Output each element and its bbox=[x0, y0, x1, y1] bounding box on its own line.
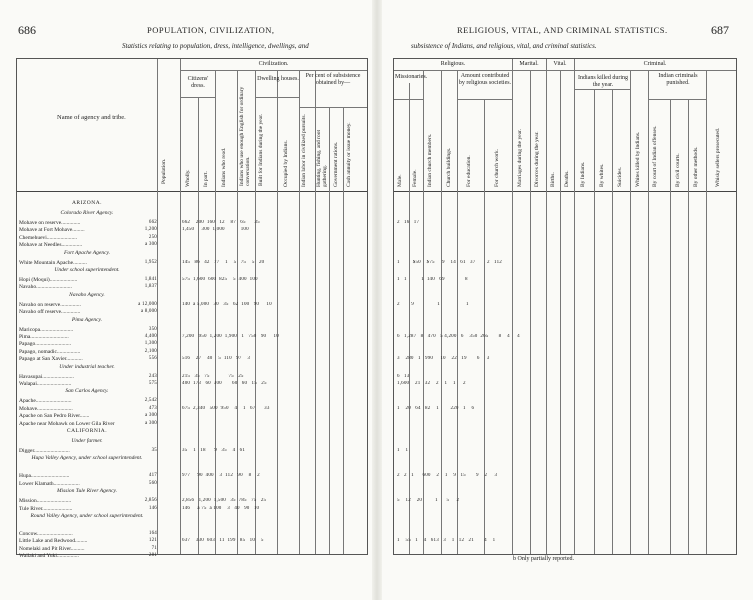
civilization-values: 516 27 40 5 110 97 3 bbox=[182, 356, 251, 362]
killed-header: Indians killed during the year. bbox=[578, 75, 628, 88]
state-heading: ARIZONA. bbox=[71, 200, 103, 206]
civilization-header: Civilization. bbox=[258, 61, 289, 67]
religious-vital-criminal-values: 5 12 20 1 5 2 bbox=[397, 498, 460, 504]
left-subtitle: Statistics relating to population, dress, intelligence, dwellings, and bbox=[122, 42, 309, 50]
civilization-values: 575 1,600 600 825 5 400 100 bbox=[182, 277, 258, 282]
population-value: 662 bbox=[148, 220, 157, 225]
civilization-values: 2,856 1,200 1,500 35 785 75 25 bbox=[182, 498, 267, 504]
population-value: a 8,000 bbox=[140, 309, 157, 315]
civilization-values: 215 35 75 75 25 bbox=[182, 373, 244, 379]
population-value: a 300 bbox=[145, 242, 157, 248]
subsistence-header: Per cent of subsistence obtained by— bbox=[305, 73, 361, 86]
civilization-values: 637 330 603 11 199 85 10 5 bbox=[182, 538, 264, 544]
population-value: 417 bbox=[148, 473, 157, 479]
labor-header: Indian labor in civilized pursuits. bbox=[301, 114, 307, 187]
dwelling-header: Dwelling houses. bbox=[257, 76, 299, 82]
education-header: For education. bbox=[466, 155, 472, 187]
civilization-values: 400 173 60 300 60 60 15 25 bbox=[182, 381, 267, 386]
agency-heading: Round Valley Agency, under school superintendent. bbox=[30, 513, 144, 519]
tribe-name: Mohave at Fort Mohave......... bbox=[19, 227, 85, 234]
church-members-header: Indian church members. bbox=[427, 133, 433, 187]
population-value: 1,837 bbox=[144, 284, 157, 290]
deaths-header: Deaths. bbox=[564, 170, 570, 187]
population-value: 164 bbox=[148, 531, 157, 536]
population-value: 473 bbox=[148, 405, 157, 411]
right-running-head: RELIGIOUS, VITAL, AND CRIMINAL STATISTICS. bbox=[457, 25, 668, 35]
agency-heading: Navaho Agency. bbox=[69, 291, 105, 298]
by-indians-header: By Indians. bbox=[580, 161, 586, 187]
whites-killed-header: Whites killed by Indians. bbox=[635, 131, 641, 187]
cash-header: Cash annuity or issue money. bbox=[346, 122, 352, 187]
right-page-number: 687 bbox=[711, 23, 729, 37]
court-offenses-header: By court of Indian offenses. bbox=[652, 125, 658, 187]
agency-heading: Pima Agency. bbox=[71, 316, 103, 323]
tribe-name: Mohave on reserve.............. bbox=[19, 220, 81, 226]
wholly-header: Wholly. bbox=[185, 169, 191, 187]
agency-header: Name of agency and tribe. bbox=[57, 114, 126, 121]
population-value: a 12,000 bbox=[138, 301, 157, 307]
tribe-name: White Mountain Apache.......... bbox=[19, 259, 87, 266]
tribe-name: Apache near Mohawk on Lower Gila River bbox=[19, 420, 115, 427]
population-value: 556 bbox=[148, 356, 157, 362]
amount-header: Amount contributed by religious societies. bbox=[458, 73, 512, 86]
other-methods-header: By other methods. bbox=[693, 146, 699, 187]
civilization-values: 146 a 75 a 100 3 40 90 10 bbox=[182, 505, 260, 511]
tribe-name: Navaho off reserve.............. bbox=[19, 309, 81, 316]
population-value: 121 bbox=[148, 538, 157, 544]
population-value: 4,400 bbox=[144, 334, 157, 339]
population-value: 146 bbox=[148, 505, 157, 511]
state-heading: CALIFORNIA. bbox=[66, 428, 108, 434]
tribe-name: Papago, nomadic................. bbox=[19, 348, 81, 355]
religious-vital-criminal-values: 1 1 bbox=[397, 448, 409, 453]
tribe-name: Tule River...................... bbox=[19, 505, 73, 512]
population-value: a 300 bbox=[145, 413, 157, 419]
tribe-name: Mohave.......................... bbox=[19, 405, 73, 412]
agency-heading: Mission Tule River Agency. bbox=[56, 488, 118, 495]
tribe-name: Mohave at Needles............... bbox=[19, 242, 83, 249]
religious-vital-criminal-values: 1 1 1 140 69 8 bbox=[397, 277, 468, 282]
religious-vital-criminal-values: 2 16 17 bbox=[397, 220, 420, 225]
female-header: Female. bbox=[412, 169, 418, 187]
tribe-name: Papago.......................... bbox=[19, 341, 71, 348]
vital-header: Vital. bbox=[553, 61, 567, 67]
tribe-name: Papago at San Xavier............ bbox=[19, 356, 83, 363]
civilization-values: 662 200 160 12 87 65 35 bbox=[182, 220, 260, 225]
in-part-header: In part. bbox=[203, 171, 209, 187]
tribe-name: Pima............................ bbox=[19, 334, 69, 340]
religious-vital-criminal-values: 1 $50 $75 9 14 61 37 2 112 bbox=[397, 259, 502, 265]
tribe-name: Mission......................... bbox=[19, 498, 72, 505]
civil-courts-header: By civil courts. bbox=[675, 153, 681, 187]
church-buildings-header: Church buildings. bbox=[446, 147, 452, 187]
criminal-header: Criminal. bbox=[643, 61, 667, 67]
religious-vital-criminal-values: 6 1,287 8 470 5 4,200 6 350 265 8 4 4 bbox=[397, 334, 520, 339]
tribe-name: Havasupai....................... bbox=[19, 373, 74, 380]
population-value: 1,300 bbox=[144, 341, 157, 347]
crimes-punished-header: Indian criminals punished. bbox=[658, 73, 698, 86]
right-subtitle: subsistence of Indians, and religious, vital, and criminal statistics. bbox=[411, 42, 597, 50]
tribe-name: Chemehuevi...................... bbox=[19, 234, 78, 241]
tribe-name: Walapai......................... bbox=[19, 381, 72, 387]
religious-header: Religious. bbox=[440, 61, 466, 67]
civilization-values: 35 1 18 9 35 4 61 bbox=[182, 448, 246, 453]
occupied-header: Occupied by Indians. bbox=[283, 140, 289, 187]
population-value: 2,100 bbox=[144, 348, 157, 354]
agency-heading: Under farmer. bbox=[71, 438, 103, 444]
civilization-values: 145 86 42 77 1 5 75 5 20 bbox=[182, 259, 265, 265]
population-value: 560 bbox=[148, 480, 157, 486]
marital-header: Marital. bbox=[519, 61, 539, 67]
population-value: 1,952 bbox=[144, 259, 157, 265]
male-header: Male. bbox=[397, 174, 403, 187]
english-header: Indians who use enough English for ordinary conversation. bbox=[239, 86, 251, 186]
births-header: Births. bbox=[550, 172, 556, 187]
civilization-values: 7,200 950 1,200 1,900 1 750 90 10 bbox=[182, 334, 279, 339]
whisky-header: Whisky sellers prosecuted. bbox=[715, 127, 721, 187]
tribe-name: Maricopa........................ bbox=[19, 326, 74, 333]
tribe-name: Navaho on reserve............... bbox=[19, 301, 81, 308]
population-value: 250 bbox=[148, 234, 157, 240]
religious-vital-criminal-values: 1 20 64 82 1 220 1 6 bbox=[397, 405, 475, 411]
church-work-header: For church work. bbox=[494, 148, 500, 187]
left-page-number: 686 bbox=[18, 23, 36, 37]
population-value: 35 bbox=[151, 448, 157, 453]
tribe-name: Wailaki and Yuki................ bbox=[19, 553, 79, 560]
population-value: 281 bbox=[148, 553, 157, 559]
population-value: 350 bbox=[148, 326, 157, 332]
population-value: a 300 bbox=[145, 420, 157, 426]
book-gutter bbox=[372, 0, 382, 600]
population-value: 2,856 bbox=[144, 498, 157, 504]
tribe-name: Digger.......................... bbox=[19, 448, 70, 454]
religious-vital-criminal-values: 3 280 1 990 10 22 19 6 3 bbox=[397, 356, 490, 362]
suicides-header: Suicides. bbox=[617, 166, 623, 187]
tribe-name: Hupa............................ bbox=[19, 473, 70, 480]
tribe-name: Navaho.......................... bbox=[19, 284, 72, 291]
tribe-name: Little Lake and Redwood......... bbox=[19, 538, 88, 545]
citizens-dress-header: Citizens' dress. bbox=[187, 76, 209, 89]
civilization-values: 977 90 400 3 112 90 8 2 bbox=[182, 473, 260, 479]
population-header: Population. bbox=[161, 158, 167, 184]
tribe-name: Nomelaki and Pit River.......... bbox=[19, 545, 85, 552]
marriages-header: Marriages during the year. bbox=[517, 128, 523, 187]
agency-heading: Hupa Valley Agency, under school superintendent. bbox=[31, 455, 143, 462]
missionaries-header: Missionaries. bbox=[395, 74, 428, 80]
built-for-header: Built for Indians during the year. bbox=[258, 113, 264, 186]
agency-heading: Fort Apache Agency. bbox=[63, 249, 111, 256]
religious-vital-criminal-values: 1,600 21 32 2 1 1 2 bbox=[397, 381, 466, 386]
by-whites-header: By whites. bbox=[599, 163, 605, 187]
tribe-name: Concow.......................... bbox=[19, 531, 73, 537]
religious-vital-criminal-values: 2 2 1 600 2 1 9 15 9 2 3 bbox=[397, 473, 498, 479]
civilization-values: 140 a 5,000 30 35 62 100 90 10 bbox=[182, 301, 272, 307]
footnote: b Only partially reported. bbox=[513, 556, 574, 562]
agency-heading: Under school superintendent. bbox=[54, 267, 120, 273]
divorces-header: Divorces during the year. bbox=[534, 131, 540, 187]
population-value: 243 bbox=[148, 373, 157, 379]
tribe-name: Hopi (Moqui).................... bbox=[19, 277, 78, 283]
agency-heading: Colorado River Agency. bbox=[60, 210, 114, 216]
tribe-name: Apache.......................... bbox=[19, 398, 72, 405]
rations-header: Government rations. bbox=[333, 141, 339, 187]
religious-vital-criminal-values: 6 13 bbox=[397, 373, 410, 379]
tribe-name: Lower Klamath................... bbox=[19, 480, 80, 487]
civilization-values: 675 2,340 500 950 4 1 67 33 bbox=[182, 405, 270, 411]
civilization-values: 1,450 300 1,000 100 bbox=[182, 227, 249, 233]
left-running-head: POPULATION, CIVILIZATION, bbox=[147, 25, 275, 35]
agency-heading: Under industrial teacher. bbox=[59, 363, 115, 370]
who-read-header: Indians who read. bbox=[221, 147, 227, 187]
population-value: 2,542 bbox=[144, 398, 157, 404]
religious-vital-criminal-values: 2 9 1 1 bbox=[397, 301, 469, 307]
hunting-header: Hunting, fishing, and root gathering. bbox=[316, 130, 328, 187]
religious-vital-criminal-values: 1 55 1 4 613 3 1 12 21 4 1 bbox=[397, 538, 496, 544]
population-value: 575 bbox=[148, 381, 157, 386]
population-value: 1,841 bbox=[144, 277, 157, 282]
population-value: 1,200 bbox=[144, 227, 157, 233]
population-value: 71 bbox=[151, 545, 157, 551]
tribe-name: Apache on San Pedro River....... bbox=[19, 413, 90, 420]
agency-heading: San Carlos Agency. bbox=[65, 388, 109, 395]
